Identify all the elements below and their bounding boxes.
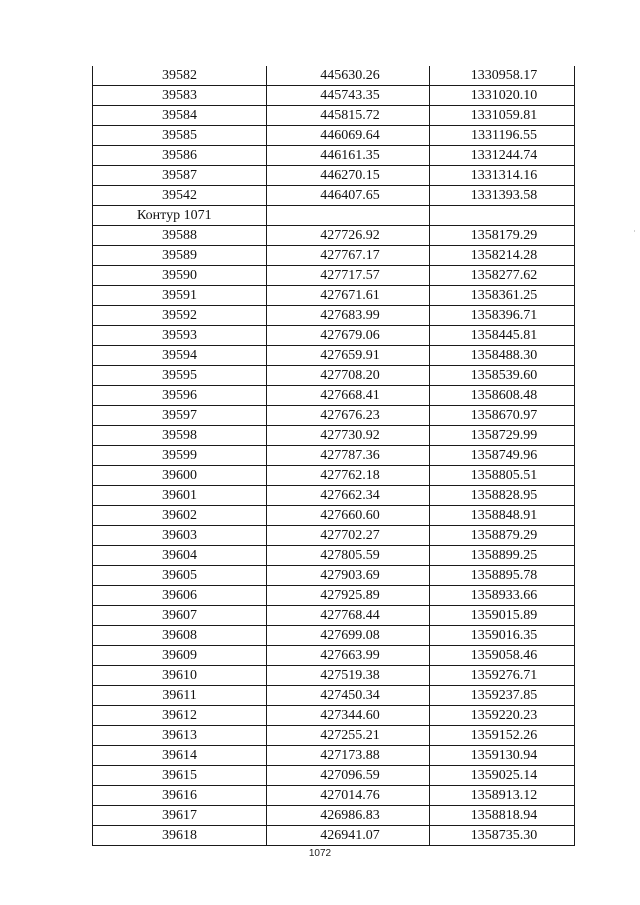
y-coordinate-cell: 1359016.35 [430,626,575,646]
point-number-cell: 39605 [93,566,267,586]
y-coordinate-cell: 1358895.78 [430,566,575,586]
y-coordinate-cell: 1359220.23 [430,706,575,726]
table-row [93,686,575,706]
table-row [93,306,575,326]
x-coordinate-cell: 427925.89 [267,586,430,606]
y-coordinate-cell: 1358214.28 [430,246,575,266]
x-coordinate-cell: 446161.35 [267,146,430,166]
x-coordinate-cell: 445630.26 [267,66,430,86]
x-coordinate-cell: 427762.18 [267,466,430,486]
point-number-cell: 39600 [93,466,267,486]
table-row [93,806,575,826]
table-row [93,466,575,486]
x-coordinate-cell: 426986.83 [267,806,430,826]
point-number-cell: 39610 [93,666,267,686]
x-coordinate-cell: 446069.64 [267,126,430,146]
y-coordinate-cell: 1358805.51 [430,466,575,486]
table-row [93,486,575,506]
x-coordinate-cell: 427450.34 [267,686,430,706]
point-number-cell: 39587 [93,166,267,186]
table-row [93,646,575,666]
table-row [93,86,575,106]
x-coordinate-cell: 427683.99 [267,306,430,326]
table-row [93,746,575,766]
point-number-cell: 39592 [93,306,267,326]
y-coordinate-cell: 1359015.89 [430,606,575,626]
point-number-cell: 39612 [93,706,267,726]
x-coordinate-cell: 427730.92 [267,426,430,446]
point-number-cell: 39542 [93,186,267,206]
table-row [93,546,575,566]
table-row [93,826,575,846]
point-number-cell: 39609 [93,646,267,666]
y-coordinate-cell: 1358396.71 [430,306,575,326]
table-row [93,266,575,286]
x-coordinate-cell: 427702.27 [267,526,430,546]
x-coordinate-cell: 427726.92 [267,226,430,246]
point-number-cell: 39598 [93,426,267,446]
x-coordinate-cell: 427173.88 [267,746,430,766]
y-coordinate-cell: 1359237.85 [430,686,575,706]
y-coordinate-cell: 1358749.96 [430,446,575,466]
x-coordinate-cell: 445815.72 [267,106,430,126]
x-coordinate-cell: 427668.41 [267,386,430,406]
point-number-cell: 39606 [93,586,267,606]
y-coordinate-cell: 1358670.97 [430,406,575,426]
x-coordinate-cell: 427660.60 [267,506,430,526]
y-coordinate-cell: 1331393.58 [430,186,575,206]
coordinates-table-body [93,66,575,846]
table-row [93,126,575,146]
point-number-cell: 39602 [93,506,267,526]
x-coordinate-cell: 427708.20 [267,366,430,386]
point-number-cell: 39603 [93,526,267,546]
x-coordinate-cell: 427014.76 [267,786,430,806]
point-number-cell: 39613 [93,726,267,746]
y-coordinate-cell: 1359058.46 [430,646,575,666]
y-coordinate-cell: 1358608.48 [430,386,575,406]
x-coordinate-cell: 427662.34 [267,486,430,506]
table-row [93,66,575,86]
point-number-cell: 39615 [93,766,267,786]
table-row [93,346,575,366]
x-coordinate-cell: 427768.44 [267,606,430,626]
y-coordinate-cell: 1358818.94 [430,806,575,826]
x-coordinate-cell: 427699.08 [267,626,430,646]
x-coordinate-cell: 446270.15 [267,166,430,186]
point-number-cell: 39618 [93,826,267,846]
table-row [93,366,575,386]
x-coordinate-cell: 427787.36 [267,446,430,466]
table-row [93,386,575,406]
x-coordinate-cell: 445743.35 [267,86,430,106]
y-coordinate-cell: 1358879.29 [430,526,575,546]
y-coordinate-cell: 1358361.25 [430,286,575,306]
table-row [93,606,575,626]
y-coordinate-cell: 1358913.12 [430,786,575,806]
y-coordinate-cell: 1358179.29 [430,226,575,246]
point-number-cell: 39586 [93,146,267,166]
y-coordinate-cell: 1358899.25 [430,546,575,566]
table-row [93,566,575,586]
point-number-cell: 39608 [93,626,267,646]
x-coordinate-cell: 427671.61 [267,286,430,306]
point-number-cell: 39617 [93,806,267,826]
x-coordinate-cell: 427255.21 [267,726,430,746]
y-coordinate-cell: 1358539.60 [430,366,575,386]
x-coordinate-cell: 427903.69 [267,566,430,586]
point-number-cell: 39599 [93,446,267,466]
y-coordinate-cell: 1358828.95 [430,486,575,506]
table-row [93,526,575,546]
y-coordinate-cell: 1331059.81 [430,106,575,126]
x-coordinate-cell: 427096.59 [267,766,430,786]
y-coordinate-cell: 1331244.74 [430,146,575,166]
y-coordinate-cell: 1331196.55 [430,126,575,146]
x-coordinate-cell: 427659.91 [267,346,430,366]
point-number-cell: 39585 [93,126,267,146]
point-number-cell: 39616 [93,786,267,806]
table-row [93,146,575,166]
point-number-cell: 39601 [93,486,267,506]
y-coordinate-cell: 1359025.14 [430,766,575,786]
point-number-cell: 39582 [93,66,267,86]
y-coordinate-cell: 1359130.94 [430,746,575,766]
point-number-cell: 39590 [93,266,267,286]
x-coordinate-cell: 427767.17 [267,246,430,266]
table-row [93,506,575,526]
y-coordinate-cell: 1358933.66 [430,586,575,606]
table-row [93,426,575,446]
point-number-cell: 39607 [93,606,267,626]
table-row [93,186,575,206]
x-coordinate-cell: 427679.06 [267,326,430,346]
table-row [93,706,575,726]
x-coordinate-cell: 427519.38 [267,666,430,686]
page-number: 1072 [308,848,332,859]
point-number-cell: 39593 [93,326,267,346]
table-row [93,666,575,686]
table-row [93,106,575,126]
table-row [93,226,575,246]
x-coordinate-cell: 426941.07 [267,826,430,846]
x-coordinate-cell: 446407.65 [267,186,430,206]
table-row [93,446,575,466]
y-coordinate-cell: 1330958.17 [430,66,575,86]
table-row [93,586,575,606]
table-row [93,626,575,646]
contour-label-cell: Контур 1071 [93,206,267,226]
point-number-cell: 39596 [93,386,267,406]
point-number-cell: 39611 [93,686,267,706]
x-coordinate-cell: 427676.23 [267,406,430,426]
y-coordinate-cell: 1358488.30 [430,346,575,366]
point-number-cell: 39594 [93,346,267,366]
y-coordinate-cell: 1331020.10 [430,86,575,106]
point-number-cell: 39589 [93,246,267,266]
table-row [93,286,575,306]
coordinates-table [92,66,575,846]
y-coordinate-cell: 1358848.91 [430,506,575,526]
scan-speck [634,230,635,232]
point-number-cell: 39588 [93,226,267,246]
contour-heading-row [93,206,575,226]
point-number-cell: 39614 [93,746,267,766]
x-coordinate-cell [267,206,430,226]
x-coordinate-cell: 427344.60 [267,706,430,726]
y-coordinate-cell: 1358735.30 [430,826,575,846]
table-row [93,786,575,806]
table-row [93,166,575,186]
y-coordinate-cell [430,206,575,226]
point-number-cell: 39584 [93,106,267,126]
y-coordinate-cell: 1359276.71 [430,666,575,686]
x-coordinate-cell: 427717.57 [267,266,430,286]
y-coordinate-cell: 1359152.26 [430,726,575,746]
point-number-cell: 39595 [93,366,267,386]
x-coordinate-cell: 427663.99 [267,646,430,666]
table-row [93,406,575,426]
point-number-cell: 39583 [93,86,267,106]
y-coordinate-cell: 1358277.62 [430,266,575,286]
table-row [93,326,575,346]
table-row [93,766,575,786]
table-row [93,726,575,746]
y-coordinate-cell: 1331314.16 [430,166,575,186]
y-coordinate-cell: 1358445.81 [430,326,575,346]
table-row [93,246,575,266]
x-coordinate-cell: 427805.59 [267,546,430,566]
y-coordinate-cell: 1358729.99 [430,426,575,446]
point-number-cell: 39604 [93,546,267,566]
point-number-cell: 39591 [93,286,267,306]
point-number-cell: 39597 [93,406,267,426]
